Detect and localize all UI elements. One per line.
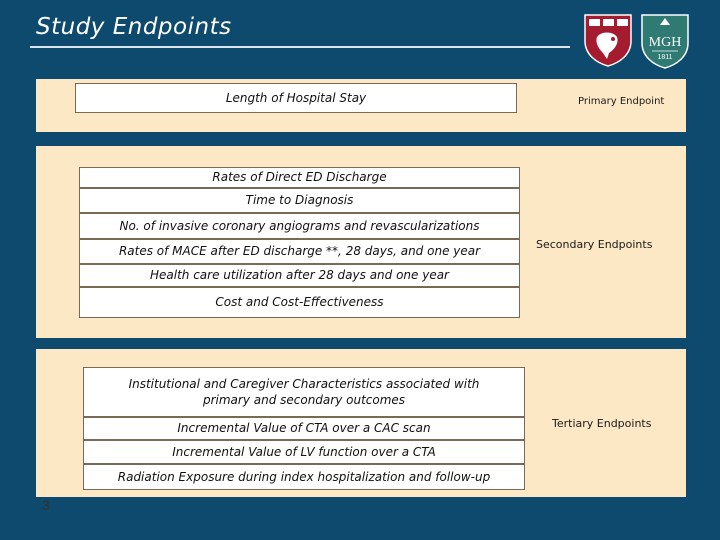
mgh-logo-year: 1811 — [657, 54, 673, 61]
slide-title: Study Endpoints — [36, 14, 232, 40]
slide-number: 3 — [42, 497, 50, 513]
endpoint-box-time-to-diagnosis: Time to Diagnosis — [79, 188, 520, 213]
endpoint-box-invasive-angiograms: No. of invasive coronary angiograms and revascularizations — [79, 213, 520, 239]
endpoint-box-cost-effectiveness: Cost and Cost-Effectiveness — [79, 287, 520, 318]
title-divider — [30, 46, 570, 48]
secondary-endpoints-label: Secondary Endpoints — [536, 238, 653, 251]
tertiary-endpoints-label: Tertiary Endpoints — [552, 417, 652, 430]
endpoint-box-radiation-exposure: Radiation Exposure during index hospitalization and follow-up — [83, 464, 525, 490]
mgh-logo-text: MGH — [648, 35, 682, 50]
secondary-endpoints-panel — [36, 146, 686, 338]
primary-endpoint-label: Primary Endpoint — [578, 96, 665, 107]
endpoint-box-lv-function: Incremental Value of LV function over a CTA — [83, 440, 525, 464]
endpoint-box-mace-rates: Rates of MACE after ED discharge **, 28 days, and one year — [79, 239, 520, 264]
primary-endpoint-panel — [36, 79, 686, 132]
harvard-shield-icon — [583, 13, 633, 67]
endpoint-box-health-care-utilization: Health care utilization after 28 days and one year — [79, 264, 520, 287]
endpoint-box-length-of-stay: Length of Hospital Stay — [75, 83, 517, 113]
endpoint-box-direct-ed-discharge: Rates of Direct ED Discharge — [79, 167, 520, 188]
endpoint-box-institutional-characteristics: Institutional and Caregiver Characteristics associated with primary and secondary outcomes — [83, 367, 525, 417]
tertiary-endpoints-panel — [36, 349, 686, 497]
endpoint-box-cta-over-cac: Incremental Value of CTA over a CAC scan — [83, 417, 525, 440]
mgh-shield-icon — [640, 13, 690, 69]
